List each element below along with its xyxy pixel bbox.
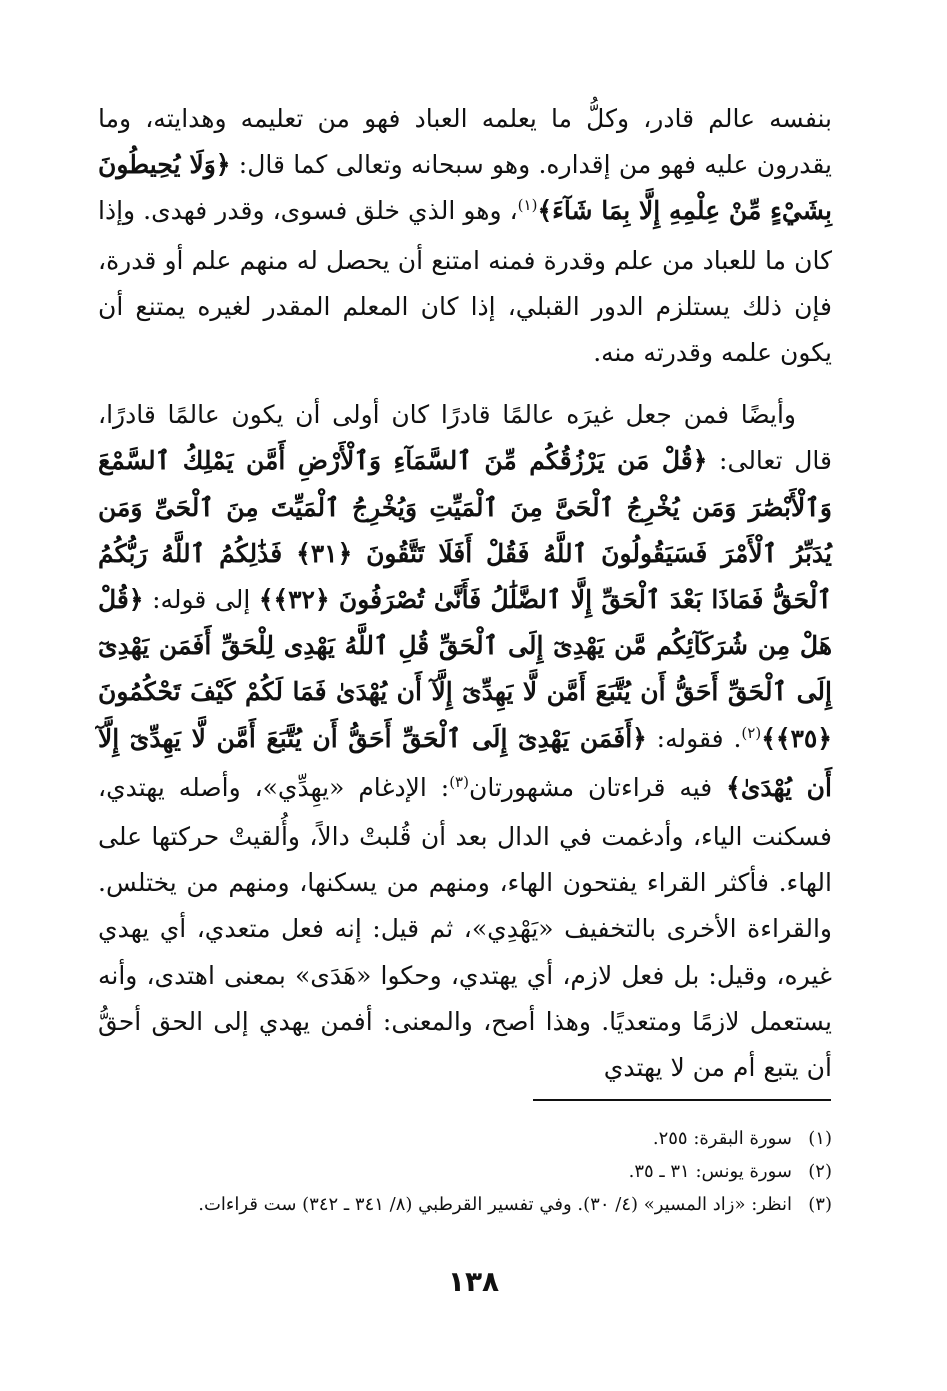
footnote-text: انظر: «زاد المسير» (٤/ ٣٠). وفي تفسير القرطبي (٨/ ٣٤١ ـ ٣٤٢) ست قراءات. <box>198 1194 792 1215</box>
page-number: ١٣٨ <box>447 1265 500 1298</box>
footnote-divider <box>533 1099 831 1101</box>
footnote-number: (٢) <box>808 1161 832 1182</box>
footnote-number: (١) <box>808 1128 832 1149</box>
body-text: فيه قراءتان مشهورتان <box>468 772 727 802</box>
quran-verse: ﴿أَفَمَن يَهْدِىٓ إِلَى ٱلْحَقِّ أَحَقُّ أَن يُتَّبَعَ أَمَّن لَّا يَهِدِّىٓ إِلَّآ أَن يُهْدَىٰ﴾ <box>98 723 832 802</box>
body-text: بنفسه عالم قادر، وكلُّ ما يعلمه العباد فهو من تعليمه وهدايته، وما يقدرون عليه فهو من إقداره. وهو سبحانه وتعالى كما قال: <box>98 104 832 180</box>
footnote-1 <box>98 1122 832 1155</box>
footnotes <box>98 1122 832 1221</box>
body-text: . فقوله: <box>646 723 742 753</box>
paragraph-1 <box>98 96 832 376</box>
paragraph-2 <box>98 392 832 1091</box>
footnote-text: سورة البقرة: ٢٥٥. <box>652 1128 792 1149</box>
quran-verse: ﴿قُلْ مَن يَرْزُقُكُم مِّنَ ٱلسَّمَآءِ وَٱلْأَرْضِ أَمَّن يَمْلِكُ ٱلسَّمْعَ وَٱلْأَبْصَٰرَ وَمَن يُخْرِجُ ٱلْحَىَّ مِنَ ٱلْمَيِّتِ وَيُخْرِجُ ٱلْمَيِّتَ مِنَ ٱلْحَىِّ وَمَن يُدَبِّرُ ٱلْأَمْرَ فَسَيَقُولُونَ ٱللَّهُ فَقُلْ أَفَلَا تَتَّقُونَ ﴿٣١﴾ فَذَٰلِكُمُ ٱللَّهُ رَبُّكُمُ ٱلْحَقُّ فَمَاذَا بَعْدَ ٱلْحَقِّ إِلَّا ٱلضَّلَٰلُ فَأَنَّىٰ تُصْرَفُونَ ﴿٣٢﴾﴾ <box>98 446 832 615</box>
quran-verse: ﴿وَلَا يُحِيطُونَ بِشَيْءٍ مِّنْ عِلْمِهِ إِلَّا بِمَا شَآءَ﴾ <box>98 150 832 226</box>
footnote-3 <box>98 1188 832 1221</box>
footnote-reference: (١) <box>517 196 538 215</box>
body-text: وأيضًا فمن جعل غيرَه عالمًا قادرًا كان أولى أن يكون عالمًا قادرًا، قال تعالى: <box>98 400 832 476</box>
body-text: ، وهو الذي خلق فسوى، وقدر فهدى. وإذا كان ما للعباد من علم وقدرة فمنه امتنع أن يحصل له منهم علم أو قدرة، فإن ذلك يستلزم الدور القبلي، إذا كان المعلم المقدر لغيره يمتنع أن يكون علمه وقدرته منه. <box>98 196 832 368</box>
footnote-reference: (٢) <box>741 723 762 742</box>
footnote-2 <box>98 1155 832 1188</box>
main-text <box>98 96 832 1091</box>
footnote-number: (٣) <box>808 1194 832 1215</box>
footnote-reference: (٣) <box>449 772 469 791</box>
quran-verse: ﴿قُلْ هَلْ مِن شُرَكَآئِكُم مَّن يَهْدِىٓ إِلَى ٱلْحَقِّ قُلِ ٱللَّهُ يَهْدِى لِلْحَقِّ أَفَمَن يَهْدِىٓ إِلَى ٱلْحَقِّ أَحَقُّ أَن يُتَّبَعَ أَمَّن لَّا يَهِدِّىٓ إِلَّآ أَن يُهْدَىٰ فَمَا لَكُمْ كَيْفَ تَحْكُمُونَ ﴿٣٥﴾﴾ <box>98 585 832 753</box>
body-text: إلى قوله: <box>143 585 259 615</box>
body-text: : الإدغام «يهِدِّي»، وأصله يهتدي، فسكنت الياء، وأدغمت في الدال بعد أن قُلبتْ دالاً، وأُلقيتْ حركتها على الهاء. فأكثر القراء يفتحون الهاء، ومنهم من يسكنها، ومنهم من يختلس. والقراءة الأخرى بالتخفيف «يَهْدِي»، ثم قيل: إنه فعل متعدي، أي يهدي غيره، وقيل: بل فعل لازم، أي يهتدي، وحكوا «هَدَى» بمعنى اهتدى، وأنه يستعمل لازمًا ومتعديًا. وهذا أصح، والمعنى: أفمن يهدي إلى الحق أحقُّ أن يتبع أم من لا يهتدي <box>98 772 832 1083</box>
footnote-text: سورة يونس: ٣١ ـ ٣٥. <box>628 1161 792 1182</box>
